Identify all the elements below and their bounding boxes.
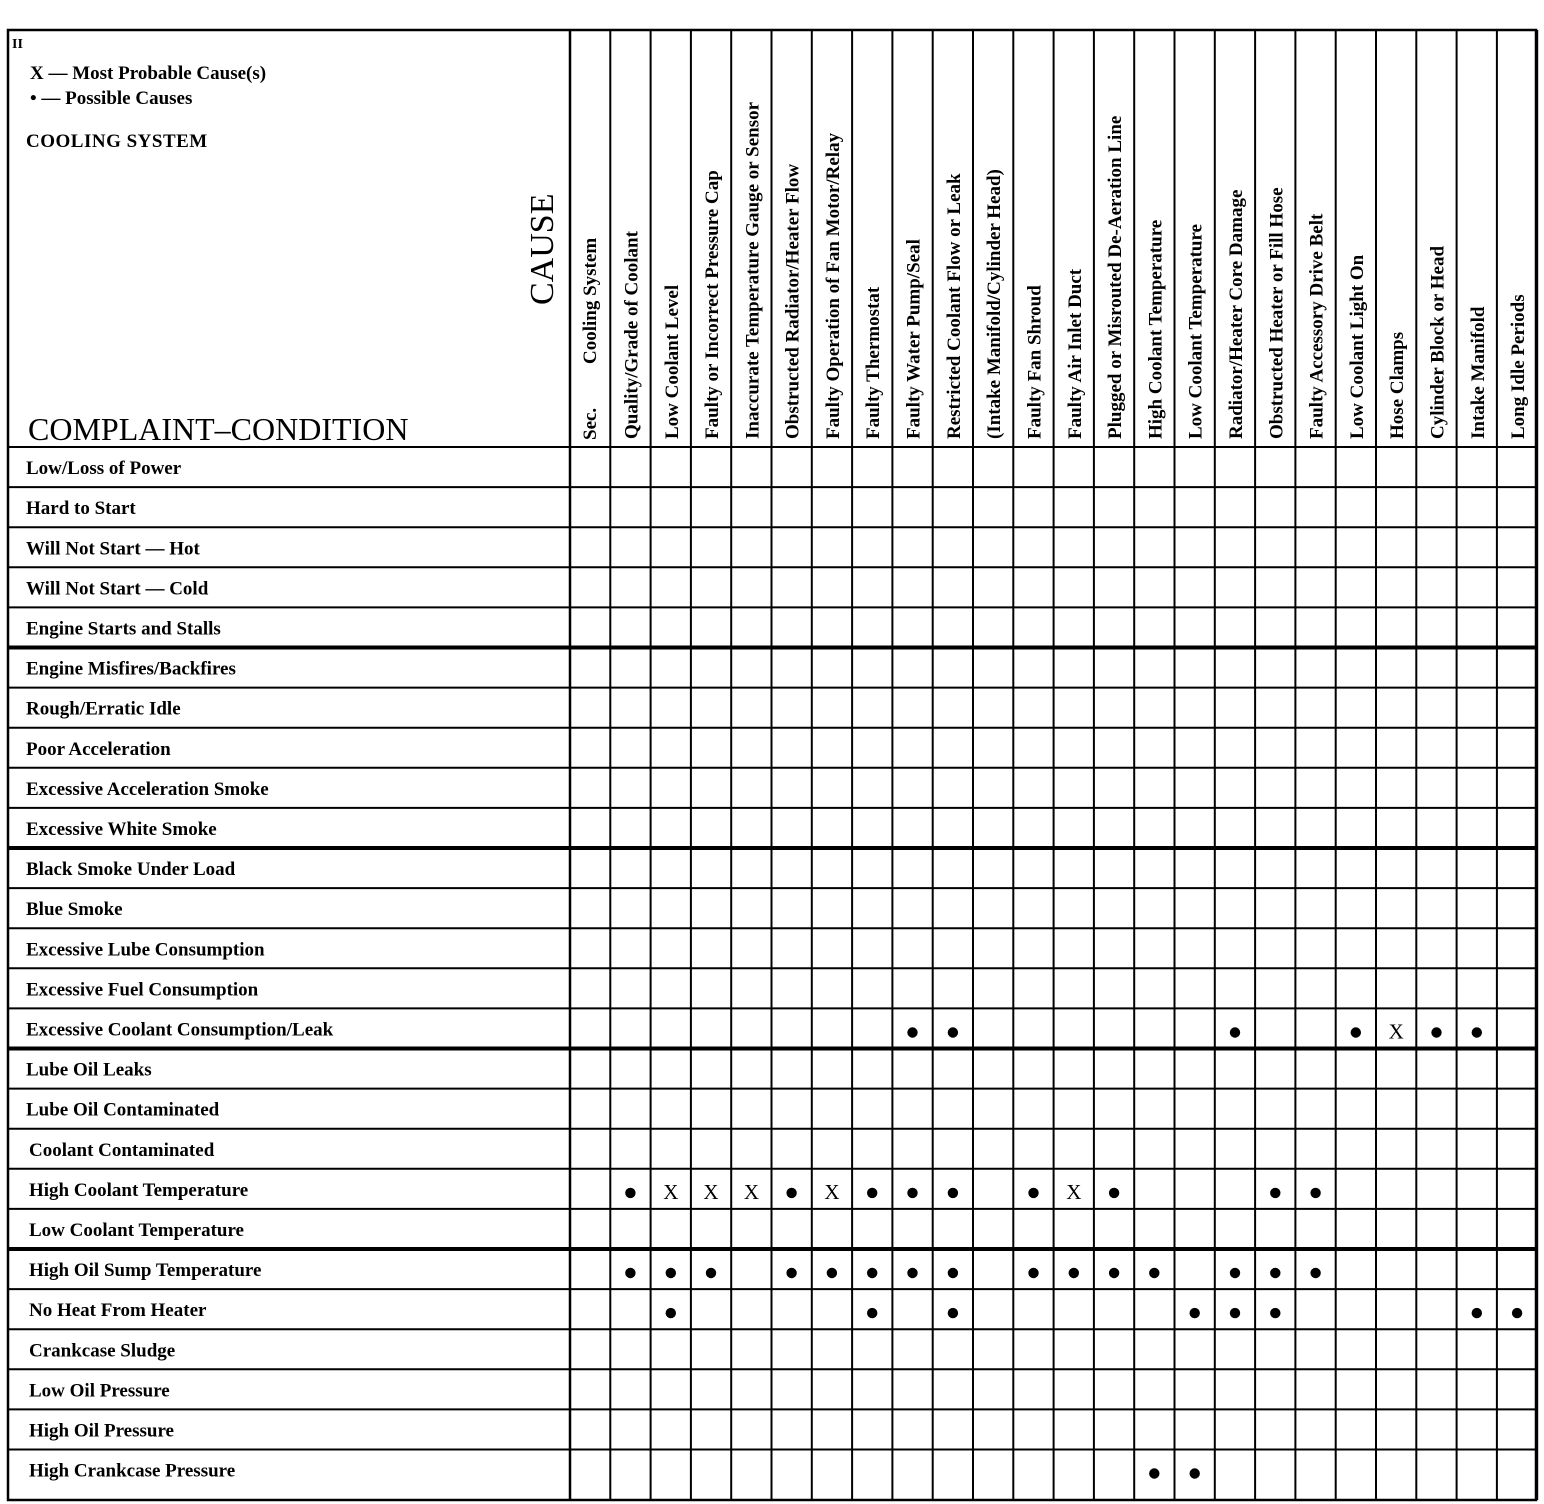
cause-label: Faulty Air Inlet Duct xyxy=(1064,268,1086,439)
complaint-label: High Oil Pressure xyxy=(29,1420,174,1442)
complaint-label: Lube Oil Contaminated xyxy=(26,1099,220,1121)
cause-label: Hose Clamps xyxy=(1387,331,1409,439)
mark-possible xyxy=(1230,1308,1240,1318)
mark-possible xyxy=(1149,1268,1159,1278)
complaint-label: Excessive White Smoke xyxy=(26,819,217,840)
complaint-label: High Coolant Temperature xyxy=(29,1179,249,1201)
cause-label: (Intake Manifold/Cylinder Head) xyxy=(984,169,1006,439)
mark-possible xyxy=(907,1188,917,1198)
complaint-label: Low/Loss of Power xyxy=(26,458,182,480)
cause-label: Inaccurate Temperature Gauge or Sensor xyxy=(742,101,764,439)
mark-possible xyxy=(1270,1308,1280,1318)
cause-label: Faulty Thermostat xyxy=(863,286,885,439)
complaint-label: No Heat From Heater xyxy=(29,1300,207,1322)
mark-possible xyxy=(948,1268,958,1278)
legend-most-probable: X — Most Probable Cause(s) xyxy=(30,63,267,84)
cause-label: Quality/Grade of Coolant xyxy=(621,231,643,439)
corner-mark: II xyxy=(12,37,23,52)
mark-possible xyxy=(706,1268,716,1278)
section-title: COOLING SYSTEM xyxy=(26,131,208,152)
legend-possible: • — Possible Causes xyxy=(30,88,193,109)
mark-possible xyxy=(907,1027,917,1037)
complaint-label: Excessive Acceleration Smoke xyxy=(26,778,269,800)
cause-label: Low Coolant Light On xyxy=(1346,254,1368,439)
cause-label: Low Coolant Temperature xyxy=(1185,224,1207,439)
mark-possible xyxy=(1109,1188,1119,1198)
mark-possible xyxy=(1028,1188,1038,1198)
complaint-label: Excessive Lube Consumption xyxy=(26,939,265,961)
cause-label: Long Idle Periods xyxy=(1508,294,1530,439)
mark-possible xyxy=(786,1188,796,1198)
complaint-label: Will Not Start — Hot xyxy=(26,538,200,560)
cause-label: Faulty Operation of Fan Motor/Relay xyxy=(822,132,844,439)
mark-most-probable: X xyxy=(824,1179,840,1204)
mark-possible xyxy=(666,1268,676,1278)
mark-possible xyxy=(1230,1027,1240,1037)
mark-possible xyxy=(1351,1027,1361,1037)
cause-label: Cylinder Block or Head xyxy=(1427,245,1449,439)
sec-header xyxy=(580,238,601,440)
complaint-label: Engine Misfires/Backfires xyxy=(26,658,236,680)
cause-label: Radiator/Heater Core Damage xyxy=(1226,189,1247,439)
mark-possible xyxy=(907,1268,917,1278)
complaint-label: Will Not Start — Cold xyxy=(26,578,209,600)
complaint-label: Coolant Contaminated xyxy=(29,1139,215,1161)
sec-label: Sec. xyxy=(580,407,601,440)
cause-heading: CAUSE xyxy=(524,193,561,305)
mark-possible xyxy=(625,1268,635,1278)
cause-label: Obstructed Heater or Fill Hose xyxy=(1266,187,1288,439)
complaint-label: Lube Oil Leaks xyxy=(26,1059,152,1081)
cause-label: Faulty or Incorrect Pressure Cap xyxy=(702,170,723,439)
mark-most-probable: X xyxy=(703,1179,719,1204)
mark-possible xyxy=(666,1308,676,1318)
complaint-label: Excessive Fuel Consumption xyxy=(26,979,259,1001)
mark-possible xyxy=(948,1188,958,1198)
mark-most-probable: X xyxy=(1388,1019,1404,1044)
mark-possible xyxy=(1310,1268,1320,1278)
cause-column-labels xyxy=(621,101,1529,439)
mark-possible xyxy=(786,1268,796,1278)
sec-value: Cooling System xyxy=(580,237,601,364)
mark-possible xyxy=(1190,1468,1200,1478)
mark-possible xyxy=(1512,1308,1522,1318)
cause-label: Plugged or Misrouted De-Aeration Line xyxy=(1105,115,1127,439)
complaint-label: Excessive Coolant Consumption/Leak xyxy=(26,1019,334,1041)
mark-possible xyxy=(1431,1027,1441,1037)
mark-possible xyxy=(948,1027,958,1037)
mark-possible xyxy=(948,1308,958,1318)
complaint-label: Engine Starts and Stalls xyxy=(26,618,221,640)
complaint-label: Rough/Erratic Idle xyxy=(26,698,181,720)
mark-most-probable: X xyxy=(743,1179,759,1204)
mark-possible xyxy=(1230,1268,1240,1278)
mark-possible xyxy=(1310,1188,1320,1198)
mark-possible xyxy=(1028,1268,1038,1278)
complaint-label: Blue Smoke xyxy=(26,899,123,921)
cause-label: Obstructed Radiator/Heater Flow xyxy=(782,163,804,439)
complaint-condition-heading: COMPLAINT–CONDITION xyxy=(28,411,409,447)
mark-possible xyxy=(867,1188,877,1198)
mark-possible xyxy=(1472,1308,1482,1318)
mark-possible xyxy=(827,1268,837,1278)
mark-possible xyxy=(1472,1027,1482,1037)
mark-possible xyxy=(867,1308,877,1318)
mark-possible xyxy=(867,1268,877,1278)
mark-possible xyxy=(1069,1268,1079,1278)
mark-possible xyxy=(1270,1268,1280,1278)
complaint-label: Hard to Start xyxy=(26,498,136,520)
mark-possible xyxy=(1149,1468,1159,1478)
complaint-row-labels xyxy=(26,458,334,1481)
mark-most-probable: X xyxy=(663,1179,679,1204)
cause-label: Intake Manifold xyxy=(1467,306,1489,439)
complaint-label: Black Smoke Under Load xyxy=(26,859,236,880)
mark-possible xyxy=(625,1188,635,1198)
complaint-label: Poor Acceleration xyxy=(26,738,171,760)
complaint-label: Crankcase Sludge xyxy=(29,1340,176,1362)
mark-possible xyxy=(1190,1308,1200,1318)
cause-label: Low Coolant Level xyxy=(661,284,683,439)
cause-label: Restricted Coolant Flow or Leak xyxy=(943,173,965,439)
complaint-label: High Crankcase Pressure xyxy=(29,1460,236,1482)
mark-possible xyxy=(1109,1268,1119,1278)
mark-most-probable: X xyxy=(1066,1179,1082,1204)
cause-label: High Coolant Temperature xyxy=(1145,219,1167,439)
cause-label: Faulty Accessory Drive Belt xyxy=(1306,213,1328,439)
cause-label: Faulty Fan Shroud xyxy=(1024,285,1046,439)
mark-possible xyxy=(1270,1188,1280,1198)
cause-label: Faulty Water Pump/Seal xyxy=(903,239,925,439)
complaint-label: Low Oil Pressure xyxy=(29,1380,170,1402)
complaint-label: Low Coolant Temperature xyxy=(29,1220,244,1241)
complaint-label: High Oil Sump Temperature xyxy=(29,1260,262,1281)
